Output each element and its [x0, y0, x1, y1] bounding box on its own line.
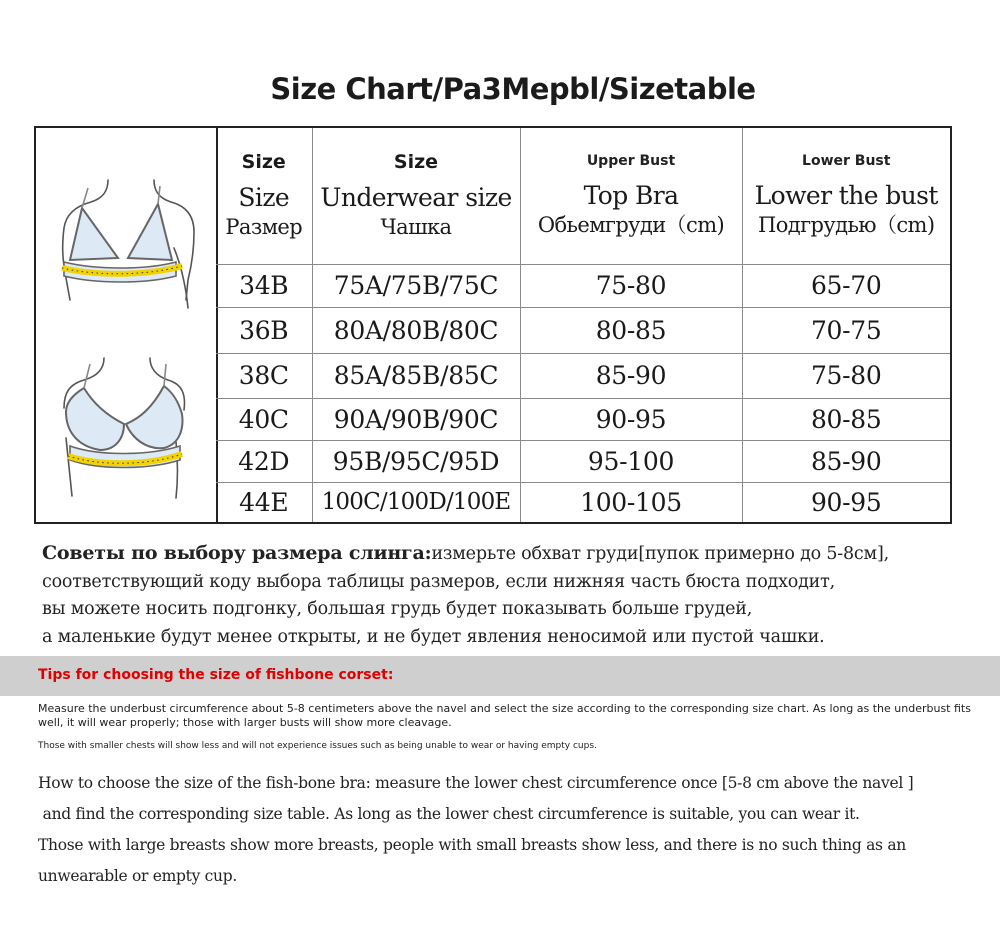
header-underwear-size: Size Underwear size Чашка: [312, 128, 520, 264]
upper-bust-cell: 80-85: [520, 307, 742, 353]
lower-bust-cell: 80-85: [742, 398, 950, 440]
russian-tips-text: Советы по выбору размера слинга:измерьте обхват груди[пупок примерно до 5-8см], соответствующий коду выбора таблицы размеров, если нижняя часть бюста подходит, вы можете носить подгонку, большая грудь будет показывать больше грудей, а маленькие будут менее открыты, и не будет явления неносимой или пустой чашки.: [42, 542, 889, 647]
table-row: [216, 398, 950, 440]
size-cell: 42D: [216, 440, 312, 482]
size-table: [216, 128, 950, 522]
upper-bust-cell: 85-90: [520, 353, 742, 398]
underwear-size-cell: 90A/90B/90C: [312, 398, 520, 440]
lower-bust-cell: 85-90: [742, 440, 950, 482]
header-upper-bust: Upper Bust Top Bra Обьемгруди（cm): [520, 128, 742, 264]
table-row: [216, 440, 950, 482]
tips-heading-band: [0, 656, 1000, 696]
upper-bust-figure-illustration: [36, 128, 216, 328]
size-cell: 36B: [216, 307, 312, 353]
table-header-row: [216, 128, 950, 264]
underwear-size-cell: 75A/75B/75C: [312, 264, 520, 307]
bra-illustration-panel: [36, 128, 218, 522]
table-row: [216, 482, 950, 522]
upper-bust-cell: 100-105: [520, 482, 742, 522]
page-title: Size Chart/Pa3Mepbl/Sizetable: [270, 72, 756, 106]
table-row: [216, 307, 950, 353]
lower-bust-cell: 65-70: [742, 264, 950, 307]
underwear-size-cell: 85A/85B/85C: [312, 353, 520, 398]
upper-bust-cell: 75-80: [520, 264, 742, 307]
lower-bust-cell: 90-95: [742, 482, 950, 522]
tips-heading: Tips for choosing the size of fishbone corset:: [38, 667, 394, 683]
lower-bust-cell: 70-75: [742, 307, 950, 353]
english-instructions: How to choose the size of the fish-bone bra: measure the lower chest circumference once [5-8 cm above the navel ] and find the corresponding size table. As long as the lower chest circumference is suitable, you can wear it. Those with large breasts show more breasts, people with small breasts show less, and there is no such thing as an unwearable or empty cup.: [38, 774, 914, 885]
size-cell: 40C: [216, 398, 312, 440]
size-cell: 38C: [216, 353, 312, 398]
header-size: Size Size Размер: [216, 128, 312, 264]
size-cell: 34B: [216, 264, 312, 307]
lower-bust-figure-illustration: [36, 328, 216, 522]
header-lower-bust: Lower Bust Lower the bust Подгрудью（cm): [742, 128, 950, 264]
tips-paragraph-small: Those with smaller chests will show less and will not experience issues such as being unable to wear or having empty cups.: [38, 741, 597, 751]
tips-paragraph: Measure the underbust circumference about 5-8 centimeters above the navel and select the size according to the corresponding size chart. As long as the underbust fits well, it will wear properly; those with larger busts will show more cleavage.: [38, 702, 971, 729]
size-cell: 44E: [216, 482, 312, 522]
upper-bust-cell: 95-100: [520, 440, 742, 482]
underwear-size-cell: 95B/95C/95D: [312, 440, 520, 482]
table-row: [216, 264, 950, 307]
size-chart-frame: [34, 126, 952, 524]
lower-bust-cell: 75-80: [742, 353, 950, 398]
underwear-size-cell: 100C/100D/100E: [312, 482, 520, 522]
underwear-size-cell: 80A/80B/80C: [312, 307, 520, 353]
upper-bust-cell: 90-95: [520, 398, 742, 440]
table-row: [216, 353, 950, 398]
